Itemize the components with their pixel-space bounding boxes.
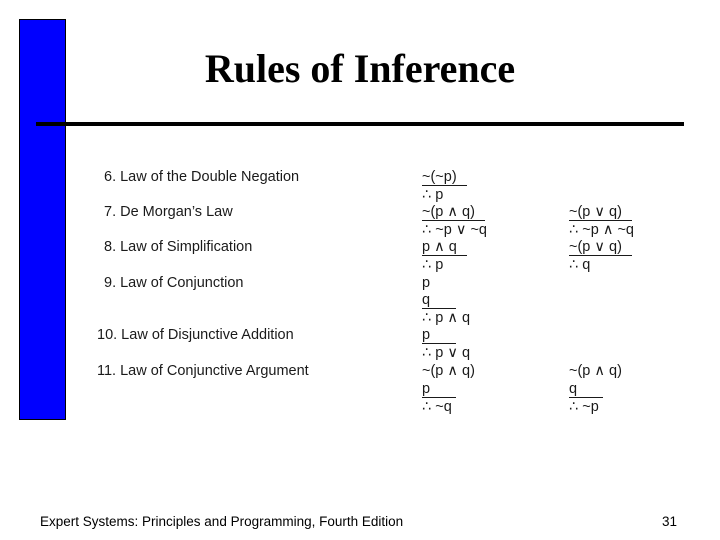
formula-a: ~(p ∧ q)	[422, 363, 475, 379]
formula-a-text: q	[422, 292, 456, 309]
formula-a-text: ~(~p)	[422, 169, 467, 186]
formula-b: ~(p ∧ q)	[569, 363, 622, 379]
formula-b-text: ~(p ∨ q)	[569, 204, 632, 221]
formula-b: ∴ ~p ∧ ~q	[569, 222, 634, 238]
formula-b	[569, 380, 603, 398]
formula-a-text: p ∧ q	[422, 239, 467, 256]
formula-a-text: p	[422, 381, 456, 398]
formula-a: ∴ ~q	[422, 399, 452, 415]
formula-b	[569, 203, 632, 221]
formula-b	[569, 238, 632, 256]
formula-a	[422, 203, 485, 221]
formula-a	[422, 238, 467, 256]
law-disjunctive-addition: 10. Law of Disjunctive Addition	[97, 327, 294, 343]
law-double-negation: 6. Law of the Double Negation	[104, 169, 300, 185]
page-number: 31	[662, 514, 678, 529]
formula-a: p	[422, 275, 431, 291]
law-de-morgan: 7. De Morgan’s Law	[104, 204, 233, 220]
formula-a	[422, 168, 467, 186]
formula-a: ∴ p ∧ q	[422, 310, 471, 326]
formula-a	[422, 291, 456, 309]
formula-a	[422, 326, 456, 344]
law-simplification: 8. Law of Simplification	[104, 239, 253, 255]
formula-b: ∴ q	[569, 257, 591, 273]
formula-b: ∴ ~p	[569, 399, 599, 415]
formula-a-text: p	[422, 327, 456, 344]
formula-a: ∴ p ∨ q	[422, 345, 471, 361]
formula-a: ∴ p	[422, 187, 444, 203]
footer-source: Expert Systems: Principles and Programming, Fourth Edition	[40, 514, 404, 529]
law-conjunction: 9. Law of Conjunction	[104, 275, 244, 291]
formula-b-text: ~(p ∨ q)	[569, 239, 632, 256]
formula-b-text: q	[569, 381, 603, 398]
law-conjunctive-argument: 11. Law of Conjunctive Argument	[97, 363, 309, 379]
formula-a: ∴ p	[422, 257, 444, 273]
slide-title: Rules of Inference	[204, 46, 516, 91]
formula-a: ∴ ~p ∨ ~q	[422, 222, 487, 238]
formula-a-text: ~(p ∧ q)	[422, 204, 485, 221]
formula-a	[422, 380, 456, 398]
